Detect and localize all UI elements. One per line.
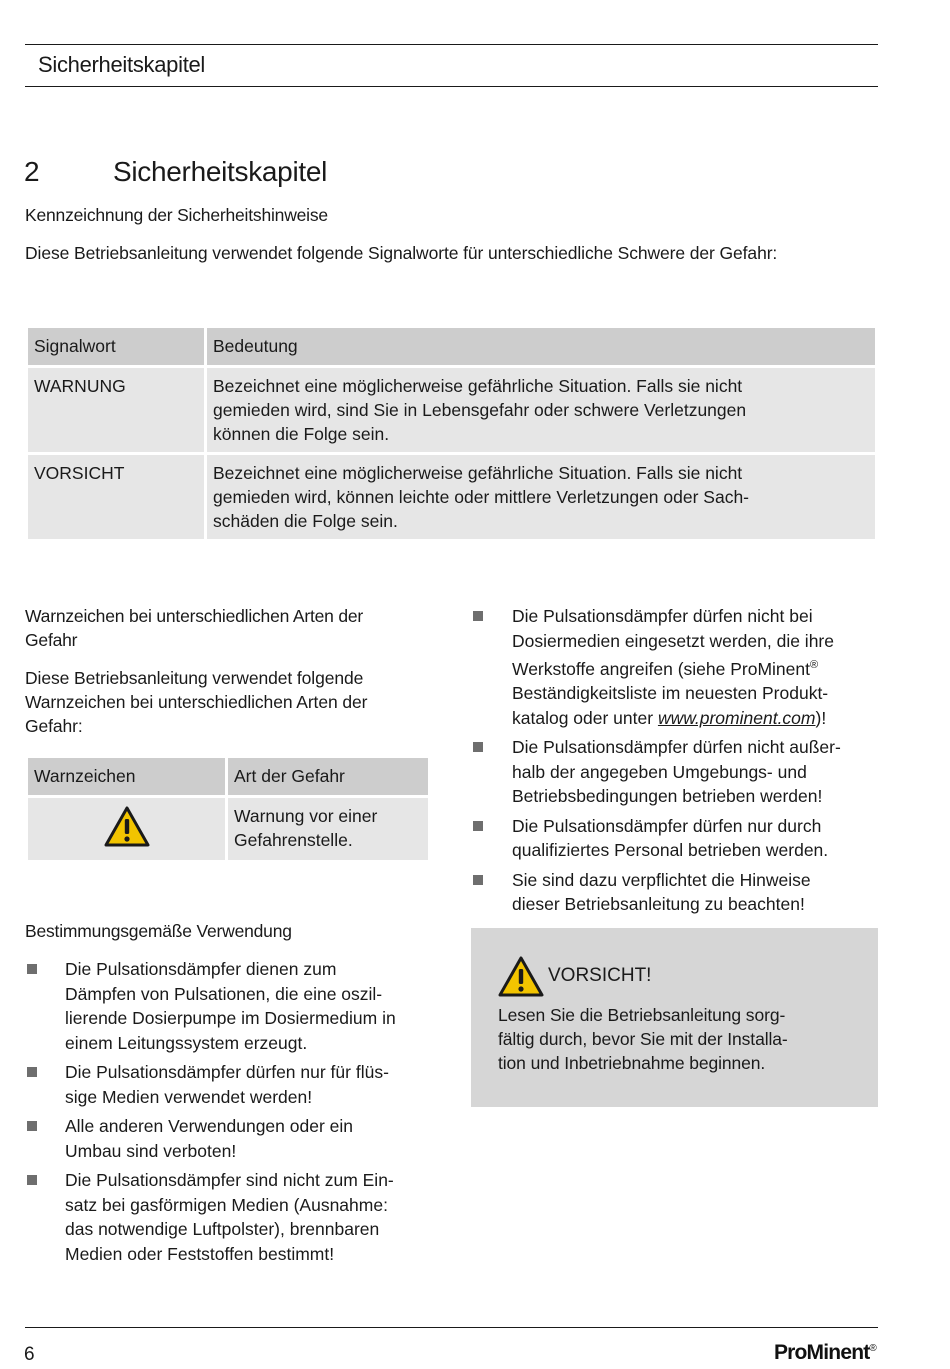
list-line: Betriebsbedingungen betrieben werden! [512, 786, 823, 807]
brand-mention: Werkstoffe angreifen (siehe ProMinent [512, 658, 810, 679]
brand-name: ProMinent [773, 1341, 870, 1364]
table-row [28, 798, 428, 860]
heading-line: Gefahr [25, 630, 78, 650]
header-rule [25, 86, 878, 87]
column-header-warnzeichen: Warnzeichen [28, 758, 225, 795]
meaning-line: Bezeichnet eine möglicherweise gefährliche Situation. Falls sie nicht [213, 463, 743, 483]
meaning-line: gemieden wird, können leichte oder mittlere Verletzungen oder Sach- [213, 487, 750, 507]
section-heading-signal-words: Kennzeichnung der Sicherheitshinweise [25, 205, 328, 225]
list-line: Die Pulsationsdämpfer sind nicht zum Ein- [65, 1170, 394, 1190]
hazard-line: Warnung vor einer [234, 806, 378, 826]
warning-triangle-icon [104, 806, 150, 847]
list-line: halb der angegeben Umgebungs- und [512, 761, 807, 782]
chapter-number: 2 [24, 156, 40, 187]
prominent-logo [774, 1341, 876, 1365]
list-item [25, 1060, 435, 1109]
list-item [471, 604, 881, 730]
list-line: Dosiermedien eingesetzt werden, die ihre [512, 630, 834, 651]
list-item [25, 1168, 435, 1266]
column-header-art-der-gefahr: Art der Gefahr [228, 758, 428, 795]
list-text: katalog oder unter [512, 707, 658, 728]
column-header-bedeutung: Bedeutung [207, 328, 875, 365]
list-line [512, 653, 881, 681]
table-header-row [28, 758, 428, 795]
caution-line: tion und Inbetriebnahme beginnen. [498, 1053, 766, 1073]
list-line: Die Pulsationsdämpfer dienen zum [65, 959, 337, 979]
list-line: sige Medien verwendet werden! [65, 1086, 313, 1107]
caution-text [498, 1003, 788, 1075]
intro-line: Gefahr: [25, 716, 83, 736]
list-line: Medien oder Feststoffen bestimmt! [65, 1243, 335, 1264]
caution-line: fältig durch, bevor Sie mit der Installa- [498, 1029, 788, 1049]
warning-icon-cell [28, 798, 225, 860]
hazard-line: Gefahrenstelle. [234, 830, 353, 850]
intro-line: Warnzeichen bei unterschiedlichen Arten der [25, 692, 368, 712]
signal-word-table [25, 325, 878, 542]
list-item [471, 868, 881, 917]
list-line: Alle anderen Verwendungen oder ein [65, 1116, 353, 1136]
bullet-square-icon [473, 742, 483, 752]
chapter-title: Sicherheitskapitel [113, 156, 328, 187]
footer-rule [25, 1327, 878, 1328]
website-link[interactable]: www.prominent.com [657, 707, 816, 728]
top-rule [25, 44, 878, 45]
meaning-line: gemieden wird, sind Sie in Lebensgefahr oder schwere Verletzungen [213, 400, 747, 420]
section-intro-signal-words: Diese Betriebsanleitung verwendet folgende Signalworte für unterschiedliche Schwere der Gefahr: [25, 243, 778, 263]
list-item [471, 814, 881, 863]
bullet-square-icon [27, 1121, 37, 1131]
caution-line: Lesen Sie die Betriebsanleitung sorg- [498, 1005, 786, 1025]
list-line: Die Pulsationsdämpfer dürfen nicht bei [512, 606, 813, 626]
table-row [28, 455, 875, 539]
warning-sign-table [25, 755, 431, 863]
hazard-description-cell [228, 798, 428, 860]
bullet-square-icon [27, 1175, 37, 1185]
bullet-square-icon [27, 1067, 37, 1077]
signal-word-warnung: WARNUNG [28, 368, 204, 452]
page-number: 6 [24, 1344, 35, 1365]
bullet-square-icon [473, 821, 483, 831]
restrictions-list [471, 604, 881, 922]
list-line: Umbau sind verboten! [65, 1140, 237, 1161]
section-heading-intended-use: Bestimmungsgemäße Verwendung [25, 921, 292, 941]
list-line: qualifiziertes Personal betrieben werden. [512, 840, 829, 861]
list-line: lierende Dosierpumpe im Dosiermedium in [65, 1008, 396, 1028]
bullet-square-icon [27, 964, 37, 974]
bullet-square-icon [473, 875, 483, 885]
list-line: Die Pulsationsdämpfer dürfen nur für flüs- [65, 1062, 389, 1082]
table-header-row [28, 328, 875, 365]
registered-mark: ® [809, 659, 819, 671]
section-intro-warning-signs [25, 666, 367, 738]
column-header-signalwort: Signalwort [28, 328, 204, 365]
list-item [25, 957, 435, 1055]
heading-line: Warnzeichen bei unterschiedlichen Arten der [25, 606, 364, 626]
meaning-cell [207, 455, 875, 539]
list-line: satz bei gasförmigen Medien (Ausnahme: [65, 1194, 388, 1215]
meaning-line: können die Folge sein. [213, 424, 390, 444]
brand-registered-mark: ® [869, 1343, 876, 1354]
running-title: Sicherheitskapitel [38, 52, 206, 77]
table-row [28, 368, 875, 452]
list-item [471, 735, 881, 809]
bullet-square-icon [473, 611, 483, 621]
meaning-line: Bezeichnet eine möglicherweise gefährliche Situation. Falls sie nicht [213, 376, 743, 396]
list-line: Beständigkeitsliste im neuesten Produkt- [512, 683, 829, 704]
list-line: dieser Betriebsanleitung zu beachten! [512, 894, 805, 915]
meaning-cell [207, 368, 875, 452]
list-line: Die Pulsationsdämpfer dürfen nicht außer- [512, 737, 841, 758]
signal-word-vorsicht: VORSICHT [28, 455, 204, 539]
intended-use-list [25, 957, 435, 1271]
list-text: )! [815, 707, 827, 728]
list-line: Sie sind dazu verpflichtet die Hinweise [512, 869, 811, 890]
caution-notice-box [471, 928, 878, 1107]
caution-title: VORSICHT! [548, 965, 652, 986]
list-line: Die Pulsationsdämpfer dürfen nur durch [512, 815, 822, 836]
list-line: das notwendige Luftpolster), brennbaren [65, 1219, 380, 1239]
list-line [512, 706, 881, 731]
section-heading-warning-signs [25, 604, 363, 652]
meaning-line: schäden die Folge sein. [213, 511, 398, 531]
list-item [25, 1114, 435, 1163]
list-line: einem Leitungssystem erzeugt. [65, 1032, 308, 1053]
warning-triangle-icon [498, 956, 544, 997]
intro-line: Diese Betriebsanleitung verwendet folgende [25, 668, 364, 688]
list-line: Dämpfen von Pulsationen, die eine oszil- [65, 983, 383, 1004]
